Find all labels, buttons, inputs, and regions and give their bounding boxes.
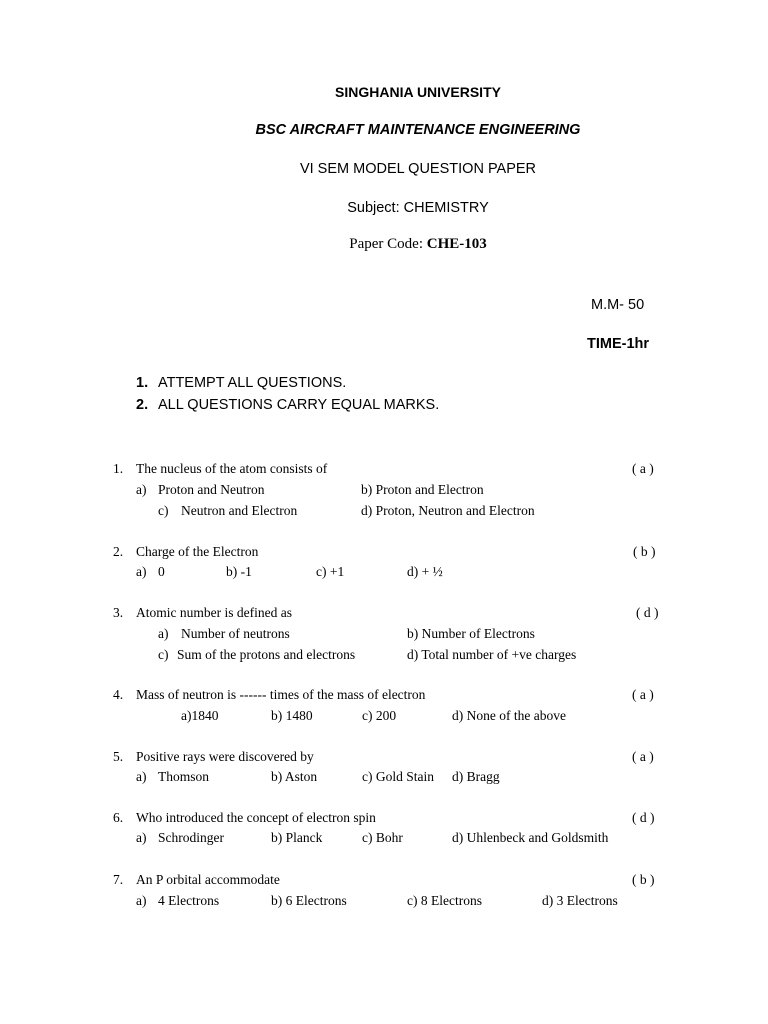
- answer-key: ( b ): [633, 544, 656, 559]
- question-number: 6.: [113, 810, 124, 825]
- option-text: b) -1: [226, 564, 252, 579]
- option-text: a)1840: [181, 708, 219, 723]
- answer-key: ( d ): [632, 810, 655, 825]
- max-marks: M.M- 50: [591, 297, 645, 313]
- option-text: Schrodinger: [158, 830, 224, 845]
- option-text: b) Planck: [271, 830, 323, 845]
- option-letter: a): [136, 482, 147, 497]
- option-text: d) Uhlenbeck and Goldsmith: [452, 830, 609, 845]
- instruction-number: 2.: [136, 397, 149, 413]
- subject-value: CHEMISTRY: [403, 200, 489, 216]
- question-number: 4.: [113, 687, 124, 702]
- instruction-item: [136, 375, 346, 391]
- option-text: b) Number of Electrons: [407, 626, 535, 641]
- question-number: 1.: [113, 461, 124, 476]
- option-text: b) 1480: [271, 708, 313, 723]
- option-letter: a): [136, 830, 147, 845]
- answer-key: ( d ): [636, 605, 659, 620]
- subject-label: Subject:: [347, 200, 400, 216]
- semester-title: VI SEM MODEL QUESTION PAPER: [299, 161, 537, 177]
- question-text: Who introduced the concept of electron spin: [136, 810, 376, 825]
- question-text: Atomic number is defined as: [136, 605, 292, 620]
- option-letter: a): [136, 564, 147, 579]
- option-letter: a): [136, 769, 147, 784]
- option-text: Neutron and Electron: [181, 503, 298, 518]
- option-text: Thomson: [158, 769, 210, 784]
- option-text: Number of neutrons: [181, 626, 290, 641]
- paper-code-value: CHE-103: [426, 236, 487, 252]
- option-text: b) 6 Electrons: [271, 893, 347, 908]
- answer-key: ( a ): [632, 749, 654, 764]
- option-text: d) Total number of +ve charges: [407, 647, 577, 662]
- option-text: c) 8 Electrons: [407, 893, 482, 908]
- instruction-number: 1.: [136, 375, 149, 391]
- question-number: 7.: [113, 872, 124, 887]
- option-text: 4 Electrons: [158, 893, 220, 908]
- paper-code-label: Paper Code:: [349, 236, 423, 252]
- option-text: d) None of the above: [452, 708, 566, 723]
- question-text: An P orbital accommodate: [136, 872, 280, 887]
- question-number: 2.: [113, 544, 124, 559]
- option-text: d) 3 Electrons: [542, 893, 618, 908]
- option-text: b) Proton and Electron: [361, 482, 484, 497]
- question-text: Charge of the Electron: [136, 544, 259, 559]
- answer-key: ( b ): [632, 872, 655, 887]
- option-text: d) Bragg: [452, 769, 500, 784]
- question-number: 5.: [113, 749, 124, 764]
- option-letter: a): [158, 626, 169, 641]
- instruction-item: [136, 397, 439, 413]
- instruction-text: ATTEMPT ALL QUESTIONS.: [158, 375, 347, 391]
- option-text: Proton and Neutron: [158, 482, 265, 497]
- answer-key: ( a ): [632, 461, 654, 476]
- option-letter: c): [158, 647, 169, 662]
- course-title: BSC AIRCRAFT MAINTENANCE ENGINEERING: [255, 122, 581, 138]
- option-letter: a): [136, 893, 147, 908]
- subject-line: [0, 200, 768, 216]
- paper-code-line: [0, 236, 768, 253]
- question-number: 3.: [113, 605, 124, 620]
- time-allowed: TIME-1hr: [587, 336, 650, 352]
- option-text: c) Gold Stain: [362, 769, 434, 784]
- option-text: c) Bohr: [362, 830, 403, 845]
- option-text: b) Aston: [271, 769, 318, 784]
- option-text: c) 200: [362, 708, 397, 723]
- university-name: SINGHANIA UNIVERSITY: [335, 84, 501, 100]
- question-text: Mass of neutron is ------ times of the mass of electron: [136, 687, 426, 702]
- question-text: The nucleus of the atom consists of: [136, 461, 328, 476]
- option-letter: c): [158, 503, 169, 518]
- question-text: Positive rays were discovered by: [136, 749, 314, 764]
- instruction-text: ALL QUESTIONS CARRY EQUAL MARKS.: [158, 397, 440, 413]
- option-text: Sum of the protons and electrons: [177, 647, 356, 662]
- option-text: d) Proton, Neutron and Electron: [361, 503, 535, 518]
- answer-key: ( a ): [632, 687, 654, 702]
- option-text: 0: [158, 564, 165, 579]
- option-text: c) +1: [316, 564, 345, 579]
- option-text: d) + ½: [407, 564, 443, 579]
